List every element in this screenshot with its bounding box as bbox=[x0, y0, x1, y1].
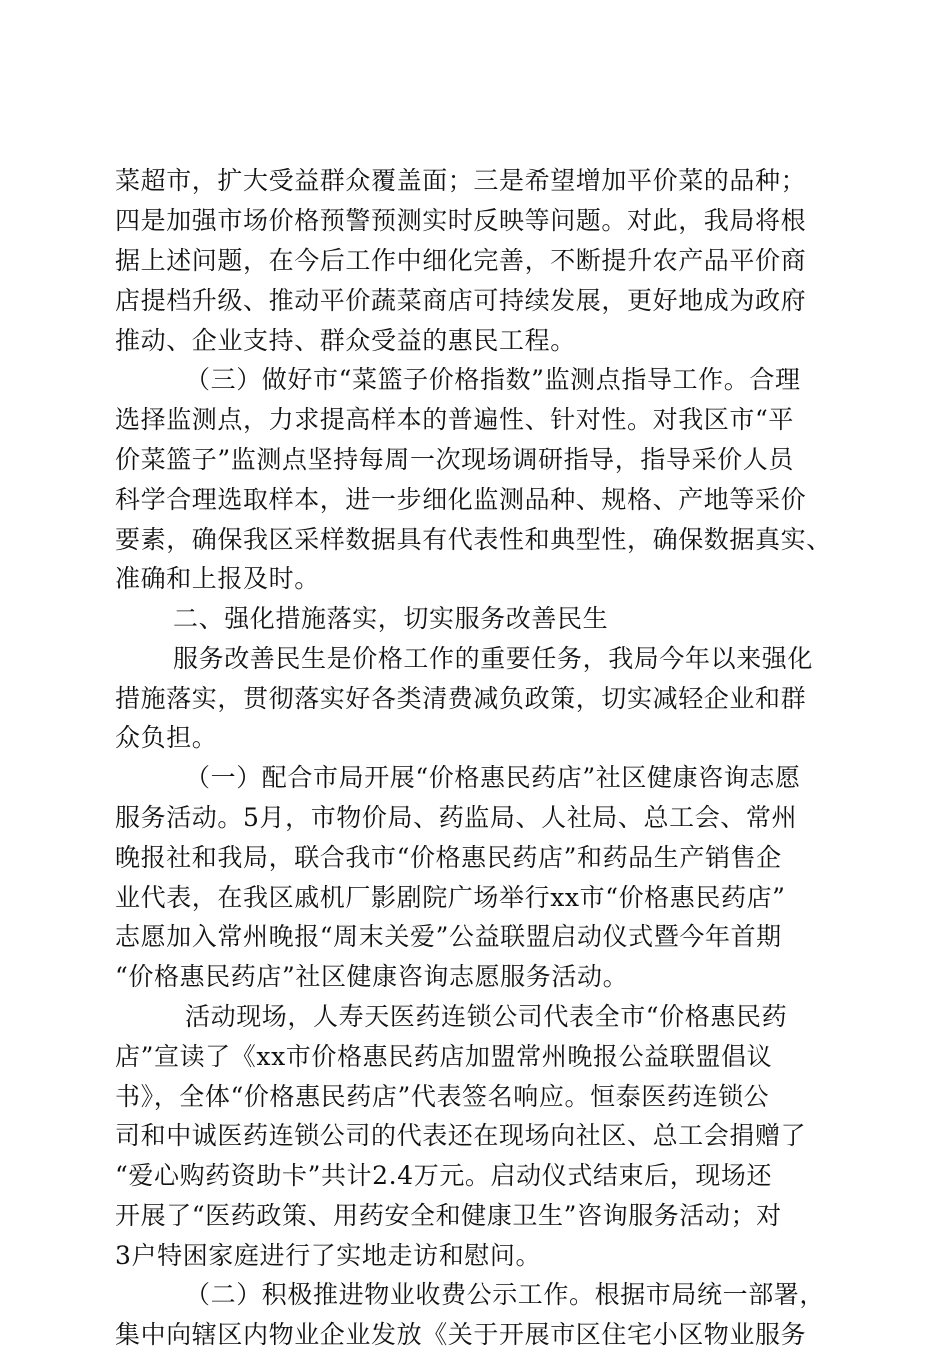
body-line: 选择监测点，力求提高样本的普遍性、针对性。对我区市“平 bbox=[115, 405, 794, 434]
body-line: 开展了“医药政策、用药安全和健康卫生”咨询服务活动；对 bbox=[115, 1201, 782, 1230]
body-line: 业代表，在我区戚机厂影剧院广场举行xx市“价格惠民药店” bbox=[115, 883, 786, 912]
body-line: 要素，确保我区采样数据具有代表性和典型性，确保数据真实、 bbox=[115, 525, 832, 554]
body-line: 准确和上报及时。 bbox=[115, 564, 320, 593]
body-line: “爱心购药资助卡”共计2.4万元。启动仪式结束后，现场还 bbox=[115, 1161, 773, 1190]
body-line: 店”宣读了《xx市价格惠民药店加盟常州晚报公益联盟倡议 bbox=[115, 1042, 773, 1071]
body-line: “价格惠民药店”社区健康咨询志愿服务活动。 bbox=[115, 962, 629, 991]
body-line: 3户特困家庭进行了实地走访和慰问。 bbox=[115, 1241, 542, 1270]
body-line: 集中向辖区内物业企业发放《关于开展市区住宅小区物业服务 bbox=[115, 1320, 807, 1349]
body-line: 据上述问题，在今后工作中细化完善，不断提升农产品平价商 bbox=[115, 246, 807, 275]
chapter-heading: 二、强化措施落实，切实服务改善民生 bbox=[173, 604, 609, 633]
body-line: 四是加强市场价格预警预测实时反映等问题。对此，我局将根 bbox=[115, 206, 807, 235]
body-line: 服务活动。5月，市物价局、药监局、人社局、总工会、常州 bbox=[115, 803, 798, 832]
body-line: 服务改善民生是价格工作的重要任务，我局今年以来强化 bbox=[173, 644, 814, 673]
body-line: 推动、企业支持、群众受益的惠民工程。 bbox=[115, 326, 576, 355]
section-heading: （一）配合市局开展“价格惠民药店”社区健康咨询志愿 bbox=[185, 763, 801, 792]
body-line: 菜超市，扩大受益群众覆盖面；三是希望增加平价菜的品种； bbox=[115, 166, 807, 195]
body-line: 科学合理选取样本，进一步细化监测品种、规格、产地等采价 bbox=[115, 485, 807, 514]
section-heading: （三）做好市“菜篮子价格指数”监测点指导工作。合理 bbox=[185, 365, 801, 394]
body-line: 活动现场，人寿天医药连锁公司代表全市“价格惠民药 bbox=[185, 1002, 788, 1031]
body-line: 措施落实，贯彻落实好各类清费减负政策，切实减轻企业和群 bbox=[115, 684, 807, 713]
body-line: 书》，全体“价格惠民药店”代表签名响应。恒泰医药连锁公 bbox=[115, 1082, 770, 1111]
body-line: 司和中诚医药连锁公司的代表还在现场向社区、总工会捐赠了 bbox=[115, 1121, 807, 1150]
body-line: 晚报社和我局，联合我市“价格惠民药店”和药品生产销售企 bbox=[115, 843, 782, 872]
body-line: 众负担。 bbox=[115, 723, 218, 752]
body-line: 店提档升级、推动平价蔬菜商店可持续发展，更好地成为政府 bbox=[115, 286, 807, 315]
body-line: 价菜篮子”监测点坚持每周一次现场调研指导，指导采价人员 bbox=[115, 445, 794, 474]
body-line: 志愿加入常州晚报“周末关爱”公益联盟启动仪式暨今年首期 bbox=[115, 922, 782, 951]
section-heading: （二）积极推进物业收费公示工作。根据市局统一部署， bbox=[185, 1280, 826, 1309]
